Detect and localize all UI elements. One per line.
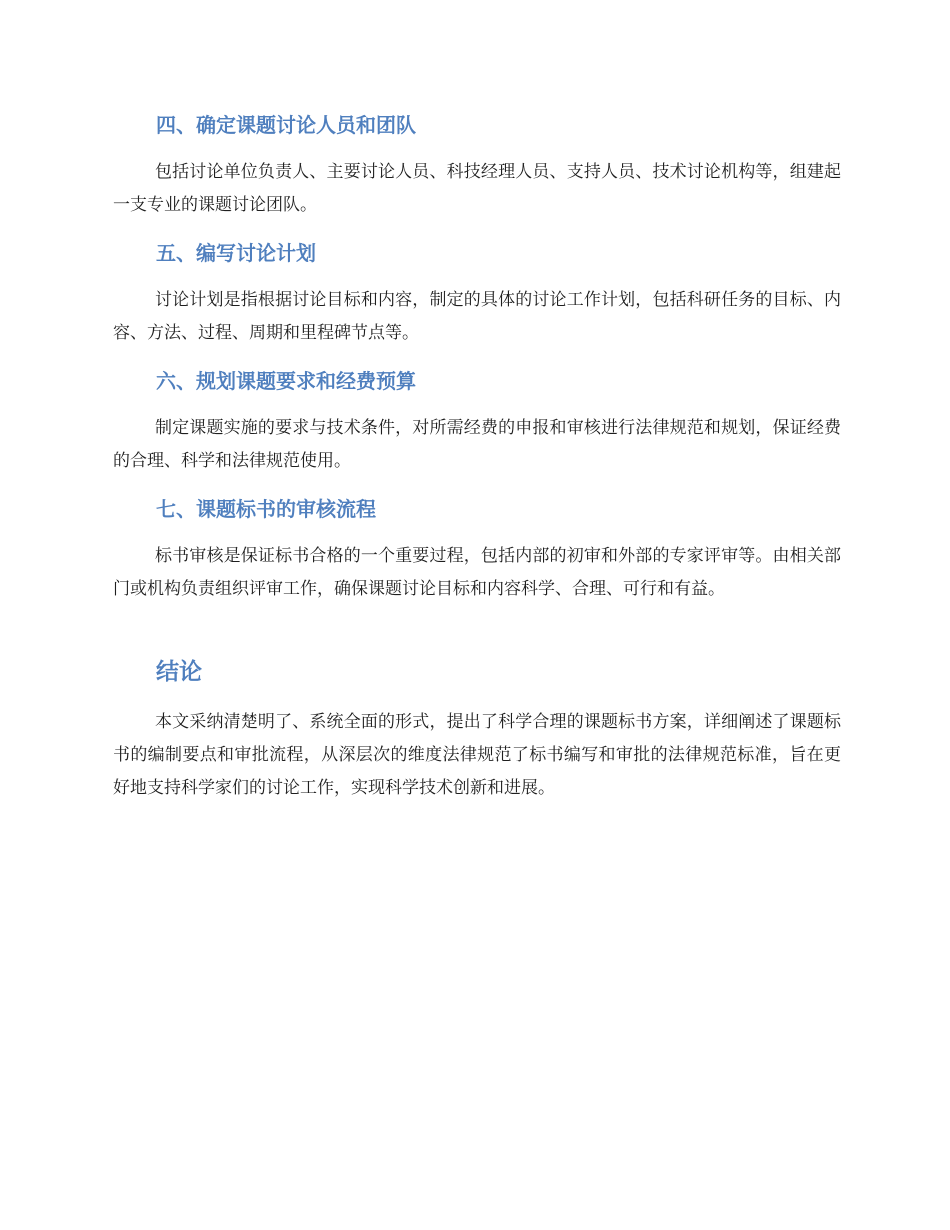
- section-heading-review: 七、课题标书的审核流程: [156, 497, 376, 521]
- section-body-plan: 讨论计划是指根据讨论目标和内容，制定的具体的讨论工作计划，包括科研任务的目标、内容、方法、过程、周期和里程碑节点等。: [113, 290, 841, 343]
- section-heading-team: 四、确定课题讨论人员和团队: [156, 113, 416, 137]
- section-body-conclusion: 本文采纳清楚明了、系统全面的形式，提出了科学合理的课题标书方案，详细阐述了课题标书的编制要点和审批流程，从深层次的维度法律规范了标书编写和审批的法律规范标准，旨在更好地支持科学家们的讨论工作，实现科学技术创新和进展。: [113, 712, 841, 798]
- section-heading-conclusion: 结论: [156, 659, 202, 685]
- section-heading-budget: 六、规划课题要求和经费预算: [156, 369, 416, 393]
- section-body-budget: 制定课题实施的要求与技术条件，对所需经费的申报和审核进行法律规范和规划，保证经费的合理、科学和法律规范使用。: [113, 418, 841, 471]
- section-body-team: 包括讨论单位负责人、主要讨论人员、科技经理人员、支持人员、技术讨论机构等，组建起一支专业的课题讨论团队。: [113, 162, 841, 215]
- section-body-review: 标书审核是保证标书合格的一个重要过程，包括内部的初审和外部的专家评审等。由相关部门或机构负责组织评审工作，确保课题讨论目标和内容科学、合理、可行和有益。: [113, 546, 841, 599]
- section-heading-plan: 五、编写讨论计划: [156, 241, 316, 265]
